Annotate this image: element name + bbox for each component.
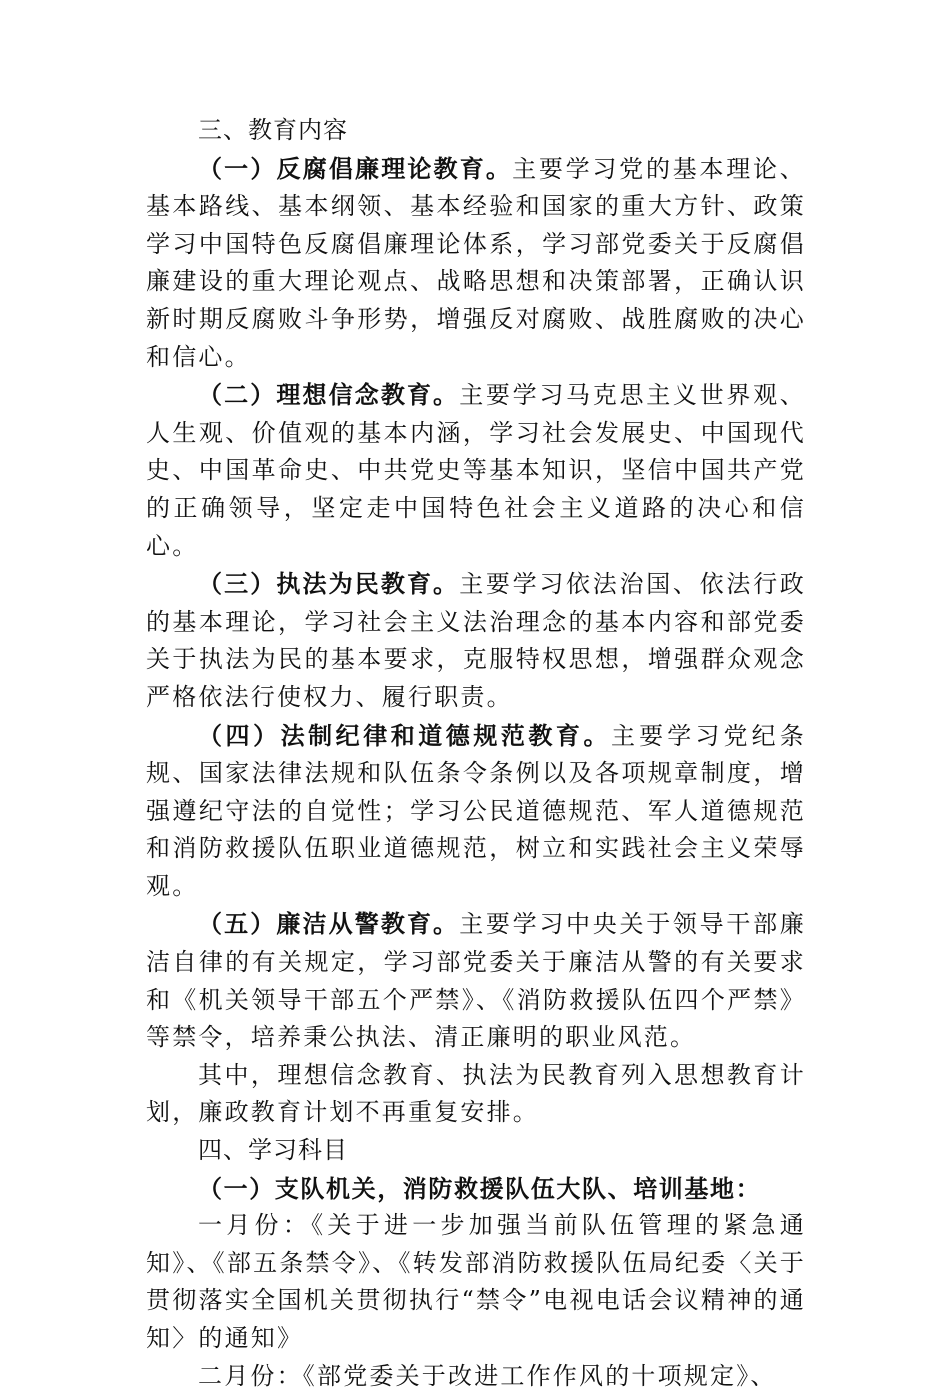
paragraph-january: 一月份：《关于进一步加强当前队伍管理的紧急通知》、《部五条禁令》、《转发部消防救援队伍局纪委〈关于贯彻落实全国机关贯彻执行“禁令”电视电话会议精神的通知〉的通知》 <box>146 1211 806 1352</box>
subsection-detachment-organs: （一）支队机关，消防救援队伍大队、培训基地： <box>198 1173 762 1203</box>
section-three-heading: 三、教育内容 <box>198 116 348 144</box>
paragraph-february: 二月份：《部党委关于改进工作作风的十项规定》、 <box>198 1361 777 1390</box>
section-four-heading: 四、学习科目 <box>198 1136 348 1165</box>
paragraph-integrity <box>146 905 806 1056</box>
paragraph-lead: （一）反腐倡廉理论教育。 <box>198 153 513 183</box>
paragraph-note: 其中，理想信念教育、执法为民教育列入思想教育计划，廉政教育计划不再重复安排。 <box>146 1060 806 1127</box>
paragraph-ideals-beliefs <box>146 376 806 565</box>
paragraph-lead: （四）法制纪律和道德规范教育。 <box>198 720 611 750</box>
paragraph-lead: （五）廉洁从警教育。 <box>198 909 460 939</box>
paragraph-law-enforcement <box>146 565 806 716</box>
paragraph-discipline-ethics <box>146 717 806 906</box>
paragraph-body: 主要学习马克思主义世界观、人生观、价值观的基本内涵，学习社会发展史、中国现代史、中国革命史、中共党史等基本知识，坚信中国共产党的正确领导，坚定走中国特色社会主义道路的决心和信心。 <box>146 381 806 560</box>
document-page <box>146 112 806 1395</box>
paragraph-body: 主要学习党纪条规、国家法律法规和队伍条令条例以及各项规章制度，增强遵纪守法的自觉性；学习公民道德规范、军人道德规范和消防救援队伍职业道德规范，树立和实践社会主义荣辱观。 <box>146 721 806 900</box>
paragraph-body: 主要学习党的基本理论、基本路线、基本纲领、基本经验和国家的重大方针、政策学习中国特色反腐倡廉理论体系，学习部党委关于反腐倡廉建设的重大理论观点、战略思想和决策部署，正确认识新时期反腐败斗争形势，增强反对腐败、战胜腐败的决心和信心。 <box>146 154 807 371</box>
paragraph-anticorruption-theory <box>146 150 806 377</box>
paragraph-lead: （二）理想信念教育。 <box>198 380 460 410</box>
paragraph-body: 主要学习中央关于领导干部廉洁自律的有关规定，学习部党委关于廉洁从警的有关要求和《机关领导干部五个严禁》、《消防救援队伍四个严禁》等禁令，培养秉公执法、清正廉明的职业风范。 <box>146 910 806 1052</box>
paragraph-body: 主要学习依法治国、依法行政的基本理论，学习社会主义法治理念的基本内容和部党委关于执法为民的基本要求，克服特权思想，增强群众观念严格依法行使权力、履行职责。 <box>146 570 806 711</box>
paragraph-lead: （三）执法为民教育。 <box>198 569 460 599</box>
